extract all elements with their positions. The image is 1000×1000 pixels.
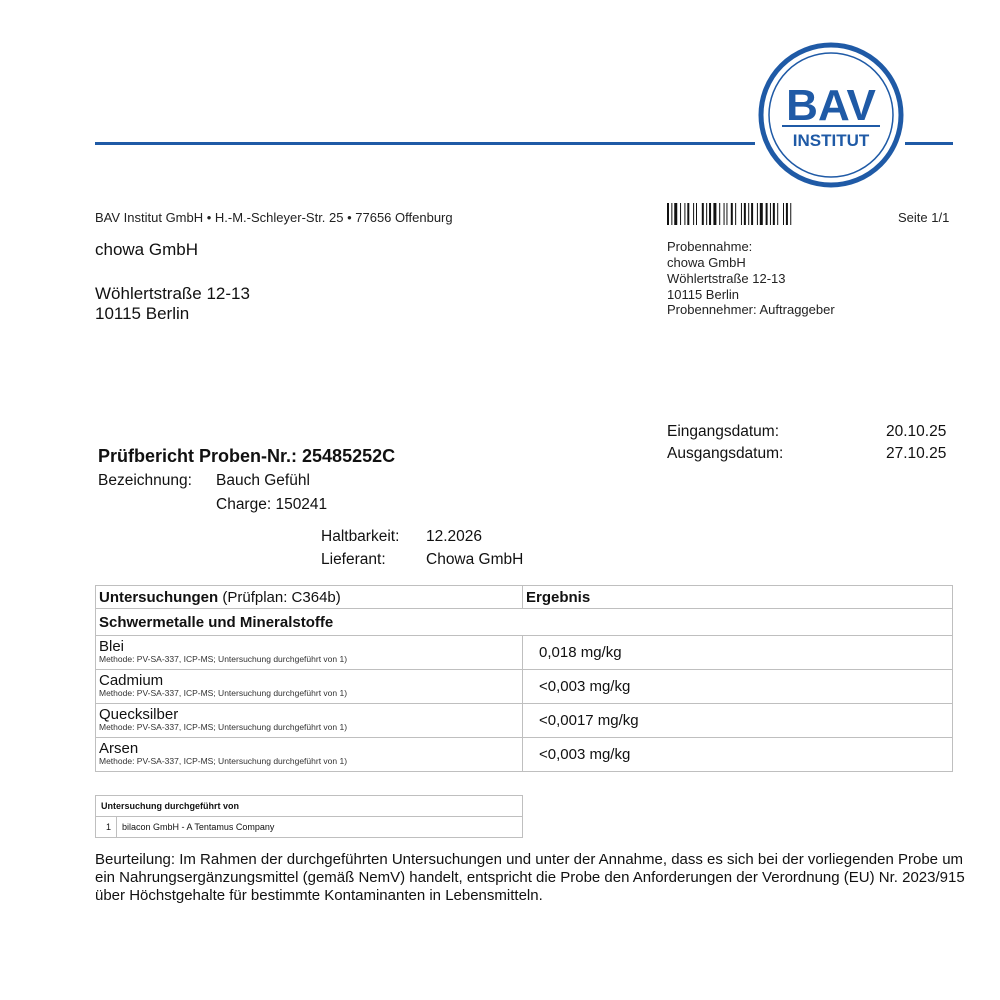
recipient-name: chowa GmbH <box>95 240 198 259</box>
header-result-cell <box>523 586 953 609</box>
header-analyses-cell <box>96 586 523 609</box>
sampler: Probennehmer: Auftraggeber <box>667 302 835 317</box>
recipient-street: Wöhlertstraße 12-13 <box>95 284 250 303</box>
analyte-name: Cadmium <box>99 672 164 689</box>
table-row <box>96 636 953 670</box>
analyte-name: Arsen <box>99 740 139 757</box>
lab-number: 1 <box>96 817 117 838</box>
header-rule-left <box>95 142 755 145</box>
supplier-label: Lieferant: <box>321 551 386 568</box>
table-row <box>96 704 953 738</box>
sender-address-line: BAV Institut GmbH • H.-M.-Schleyer-Str. 25 • 77656 Offenburg <box>95 210 453 225</box>
analyte-cell <box>96 704 523 738</box>
header-test-plan: (Prüfplan: C364b) <box>218 588 341 606</box>
analyte-result: <0,003 mg/kg <box>523 738 953 772</box>
sampling-street: Wöhlertstraße 12-13 <box>667 271 786 286</box>
assessment-text: Beurteilung: Im Rahmen der durchgeführten Untersuchungen und unter der Annahme, dass es sich bei der vorliegenden Probe um ein Nahrungsergänzungsmittel (gemäß NemV) handelt, entspricht die Probe den Anforderungen der Verordnung (EU) Nr. 2023/915 über Höchstgehalte für bestimmte Kontaminanten in Lebensmitteln. <box>95 851 965 904</box>
analyte-name: Blei <box>99 638 125 655</box>
analyte-name: Quecksilber <box>99 706 179 723</box>
received-date-label: Eingangsdatum: <box>667 423 780 440</box>
logo-text-institut: INSTITUT <box>792 131 870 150</box>
shelf-life-value: 12.2026 <box>426 528 483 545</box>
shelf-life-label: Haltbarkeit: <box>321 528 400 545</box>
issued-date-label: Ausgangsdatum: <box>667 445 784 462</box>
table-row <box>96 738 953 772</box>
header-rule-right <box>905 142 953 145</box>
lab-name: bilacon GmbH - A Tentamus Company <box>117 817 523 838</box>
barcode <box>667 203 837 225</box>
table-row <box>96 670 953 704</box>
results-table <box>95 585 953 772</box>
page-number: Seite 1/1 <box>898 210 950 225</box>
table-header-row <box>96 586 953 609</box>
analyte-method: Methode: PV-SA-337, ICP-MS; Untersuchung durchgeführt von 1) <box>99 756 348 766</box>
sampling-label: Probennahme: <box>667 239 753 254</box>
report-title: Prüfbericht Proben-Nr.: 25485252C <box>98 446 396 466</box>
sampling-name: chowa GmbH <box>667 255 746 270</box>
designation-label: Bezeichnung: <box>98 472 192 489</box>
logo-text-bav: BAV <box>786 81 876 130</box>
group-heavy-metals: Schwermetalle und Mineralstoffe <box>96 609 953 636</box>
analyte-method: Methode: PV-SA-337, ICP-MS; Untersuchung durchgeführt von 1) <box>99 688 348 698</box>
designation-value: Bauch Gefühl <box>216 472 310 489</box>
recipient-city: 10115 Berlin <box>95 304 190 323</box>
analyte-cell <box>96 636 523 670</box>
group-row <box>96 609 953 636</box>
sampling-city: 10115 Berlin <box>667 287 740 302</box>
analyte-method: Methode: PV-SA-337, ICP-MS; Untersuchung durchgeführt von 1) <box>99 654 348 664</box>
header-result: Ergebnis <box>526 588 591 606</box>
analyte-cell <box>96 670 523 704</box>
header-analyses: Untersuchungen <box>99 588 219 606</box>
labs-row <box>96 817 523 838</box>
labs-header: Untersuchung durchgeführt von <box>96 796 523 817</box>
analyte-result: <0,003 mg/kg <box>523 670 953 704</box>
bav-institut-logo <box>758 42 904 188</box>
labs-header-row <box>96 796 523 817</box>
analyte-result: 0,018 mg/kg <box>523 636 953 670</box>
batch-value: Charge: 150241 <box>216 496 328 513</box>
analyte-result: <0,0017 mg/kg <box>523 704 953 738</box>
received-date: 20.10.25 <box>886 423 947 440</box>
supplier-value: Chowa GmbH <box>426 551 524 568</box>
labs-table <box>95 795 523 838</box>
issued-date: 27.10.25 <box>886 445 947 462</box>
analyte-cell <box>96 738 523 772</box>
analyte-method: Methode: PV-SA-337, ICP-MS; Untersuchung durchgeführt von 1) <box>99 722 348 732</box>
